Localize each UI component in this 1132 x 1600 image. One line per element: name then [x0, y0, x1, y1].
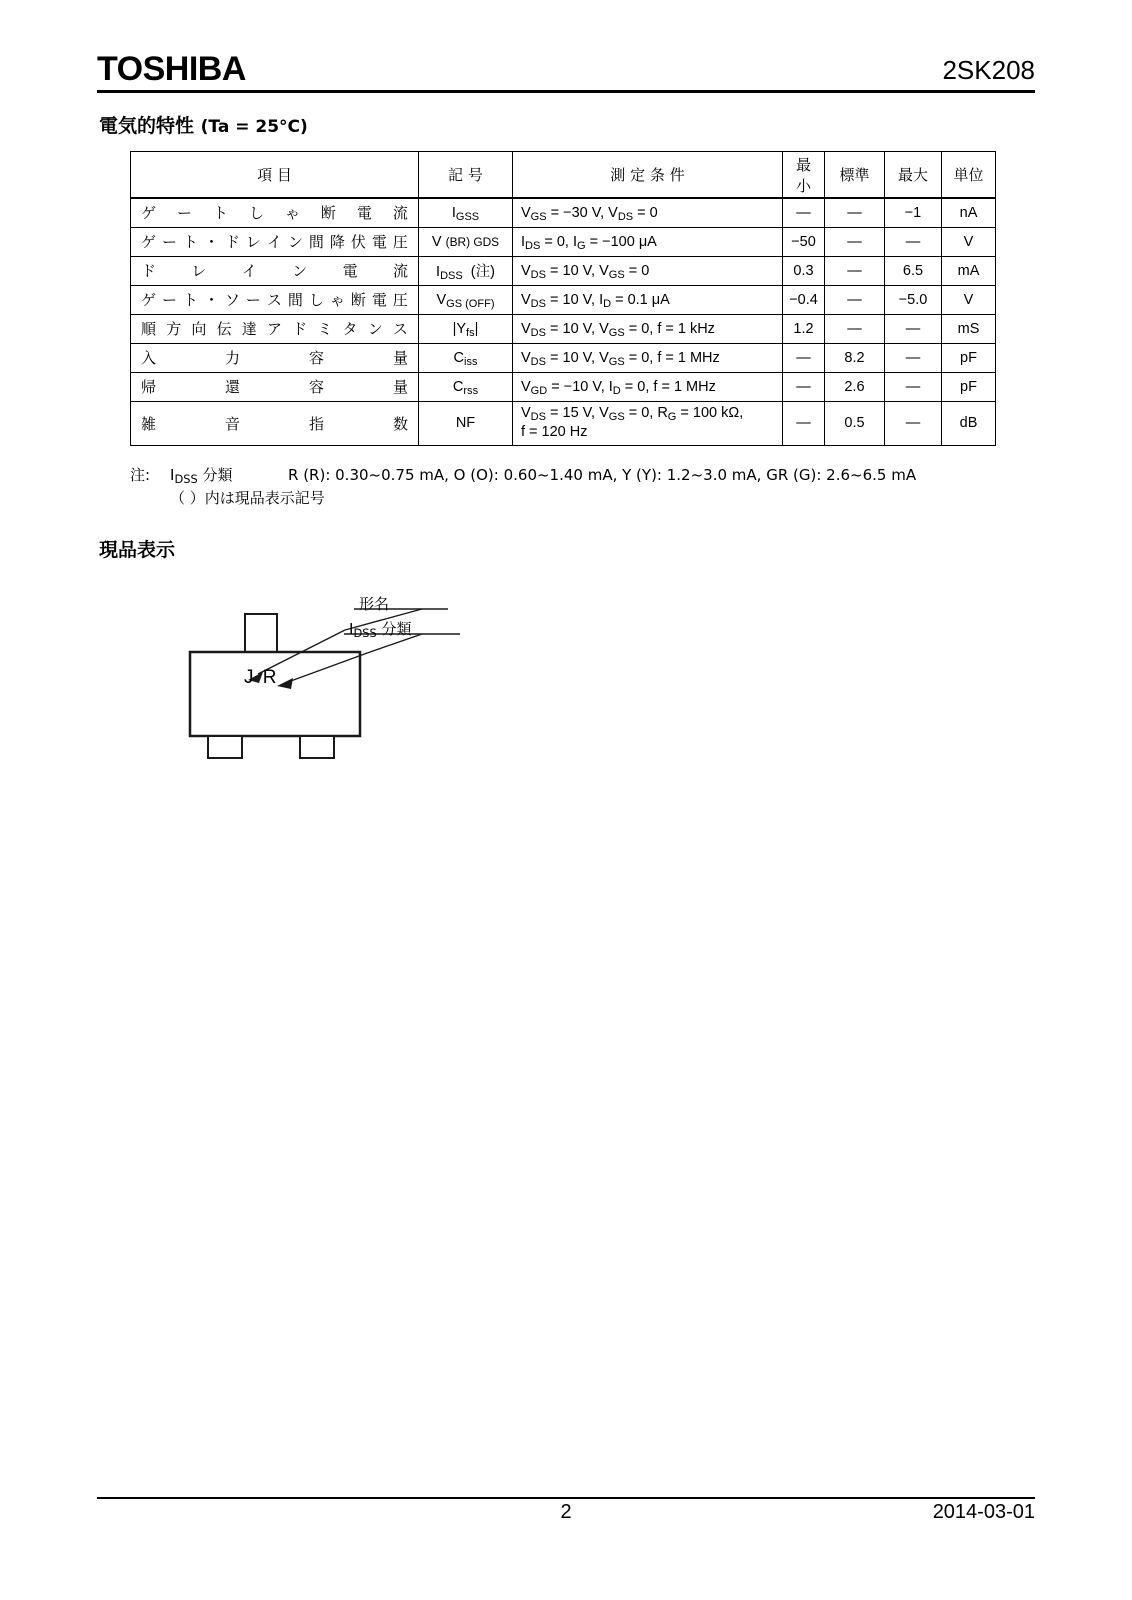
cell-item: ゲ ー ト し ゃ 断 電 流	[131, 198, 419, 227]
cell-item: 帰 還 容 量	[131, 372, 419, 401]
header-divider	[97, 90, 1035, 93]
cell-condition: $V_{DS} = 10$ V, $V_{GS} = 0$	[513, 256, 783, 285]
cell-condition: $V_{GS} = -30$ V, $V_{DS} = 0$	[513, 198, 783, 227]
cell-min: 1.2	[783, 314, 825, 343]
cell-item: 雑 音 指 数	[131, 401, 419, 445]
electrical-characteristics-condition: (Ta = 25°C)	[200, 117, 308, 137]
table-row	[131, 314, 996, 343]
table-header-row	[131, 152, 996, 199]
cell-unit: V	[942, 227, 996, 256]
cell-symbol: NF	[419, 401, 513, 445]
toshiba-logo: TOSHIBA	[97, 50, 246, 88]
cell-condition: $V_{GD} = -10$ V, $I_D = 0$, f = 1 MHz	[513, 372, 783, 401]
table-row	[131, 256, 996, 285]
package-pin-top	[245, 614, 277, 652]
cell-item: ゲ ー ト ・ ソ ー ス 間 し ゃ 断 電 圧	[131, 285, 419, 314]
column-header-min: 最小	[783, 152, 825, 199]
cell-item: 順 方 向 伝 達 ア ド ミ タ ン ス	[131, 314, 419, 343]
cell-condition: $V_{DS} = 10$ V, $V_{GS} = 0$, f = 1 MHz	[513, 343, 783, 372]
cell-item: ド レ イ ン 電 流	[131, 256, 419, 285]
note-second-line: （ ）内は現品表示記号	[170, 489, 325, 507]
note-line-2	[130, 487, 916, 509]
cell-condition: $V_{DS} = 10$ V, $V_{GS} = 0$, f = 1 kHz	[513, 314, 783, 343]
table-body	[131, 198, 996, 445]
column-header-symbol: 記号	[419, 152, 513, 199]
package-marking-text: J R	[244, 667, 279, 688]
cell-unit: mA	[942, 256, 996, 285]
document-date: 2014-03-01	[932, 1501, 1035, 1523]
cell-condition: $V_{DS} = 10$ V, $I_D = 0.1$ μA	[513, 285, 783, 314]
cell-max: —	[885, 227, 942, 256]
cell-max: —	[885, 401, 942, 445]
cell-unit: nA	[942, 198, 996, 227]
column-header-unit: 単位	[942, 152, 996, 199]
cell-unit: V	[942, 285, 996, 314]
cell-max: −5.0	[885, 285, 942, 314]
cell-symbol: $C_{rss}$	[419, 372, 513, 401]
electrical-characteristics-title	[99, 111, 308, 138]
table-row	[131, 343, 996, 372]
note-label: 注:	[130, 466, 151, 484]
package-marking-figure	[130, 590, 530, 780]
table-row	[131, 372, 996, 401]
cell-min: −50	[783, 227, 825, 256]
figure-label-type-name: 形名	[359, 595, 390, 613]
cell-symbol: V (BR) GDS	[419, 227, 513, 256]
cell-unit: pF	[942, 372, 996, 401]
package-pin-bottom-left	[208, 736, 242, 758]
cell-condition: $V_{DS} = 15$ V, $V_{GS} = 0$, $R_G = 100$ kΩ, f = 120 Hz	[513, 401, 783, 445]
cell-min: —	[783, 198, 825, 227]
cell-typ: 8.2	[825, 343, 885, 372]
figure-label-idss-classification: $I_{DSS}$ 分類	[349, 620, 412, 641]
table-row	[131, 401, 996, 445]
cell-symbol: $C_{iss}$	[419, 343, 513, 372]
cell-symbol: $|Y_{fs}|$	[419, 314, 513, 343]
cell-max: −1	[885, 198, 942, 227]
column-header-condition: 測定条件	[513, 152, 783, 199]
cell-typ: 2.6	[825, 372, 885, 401]
cell-max: —	[885, 314, 942, 343]
cell-typ: —	[825, 285, 885, 314]
cell-typ: —	[825, 198, 885, 227]
table-row	[131, 198, 996, 227]
cell-symbol: $V_{GS (OFF)}$	[419, 285, 513, 314]
cell-typ: —	[825, 314, 885, 343]
cell-typ: 0.5	[825, 401, 885, 445]
cell-max: —	[885, 343, 942, 372]
column-header-typ: 標準	[825, 152, 885, 199]
marking-section-title: 現品表示	[99, 539, 176, 561]
cell-min: —	[783, 372, 825, 401]
column-header-item: 項目	[131, 152, 419, 199]
cell-min: —	[783, 343, 825, 372]
table-row	[131, 285, 996, 314]
cell-typ: —	[825, 227, 885, 256]
cell-unit: dB	[942, 401, 996, 445]
note-line-1	[130, 464, 916, 487]
cell-typ: —	[825, 256, 885, 285]
footer-divider	[97, 1497, 1035, 1499]
cell-symbol: $I_{GSS}$	[419, 198, 513, 227]
cell-item: 入 力 容 量	[131, 343, 419, 372]
table-notes	[130, 464, 916, 509]
cell-condition: $I_{DS} = 0$, $I_G = -100$ μA	[513, 227, 783, 256]
page-number: 2	[560, 1501, 572, 1523]
note-key: $I_{DSS}$ 分類	[170, 466, 233, 487]
cell-max: —	[885, 372, 942, 401]
cell-unit: mS	[942, 314, 996, 343]
part-number: 2SK208	[942, 55, 1035, 85]
note-classes: R (R): 0.30~0.75 mA, O (O): 0.60~1.40 mA, Y (Y): 1.2~3.0 mA, GR (G): 2.6~6.5 mA	[288, 466, 917, 484]
cell-item: ゲ ー ト ・ ド レ イ ン 間 降 伏 電 圧	[131, 227, 419, 256]
cell-min: 0.3	[783, 256, 825, 285]
cell-symbol: $I_{DSS}$ (注)	[419, 256, 513, 285]
electrical-characteristics-heading: 電気的特性	[99, 115, 195, 137]
electrical-characteristics-table	[130, 151, 996, 446]
cell-min: —	[783, 401, 825, 445]
cell-min: −0.4	[783, 285, 825, 314]
page-footer	[97, 1501, 1035, 1531]
cell-max: 6.5	[885, 256, 942, 285]
column-header-max: 最大	[885, 152, 942, 199]
table-row	[131, 227, 996, 256]
package-pin-bottom-right	[300, 736, 334, 758]
page-header	[97, 50, 1035, 94]
cell-unit: pF	[942, 343, 996, 372]
package-outline-drawing	[130, 590, 530, 780]
